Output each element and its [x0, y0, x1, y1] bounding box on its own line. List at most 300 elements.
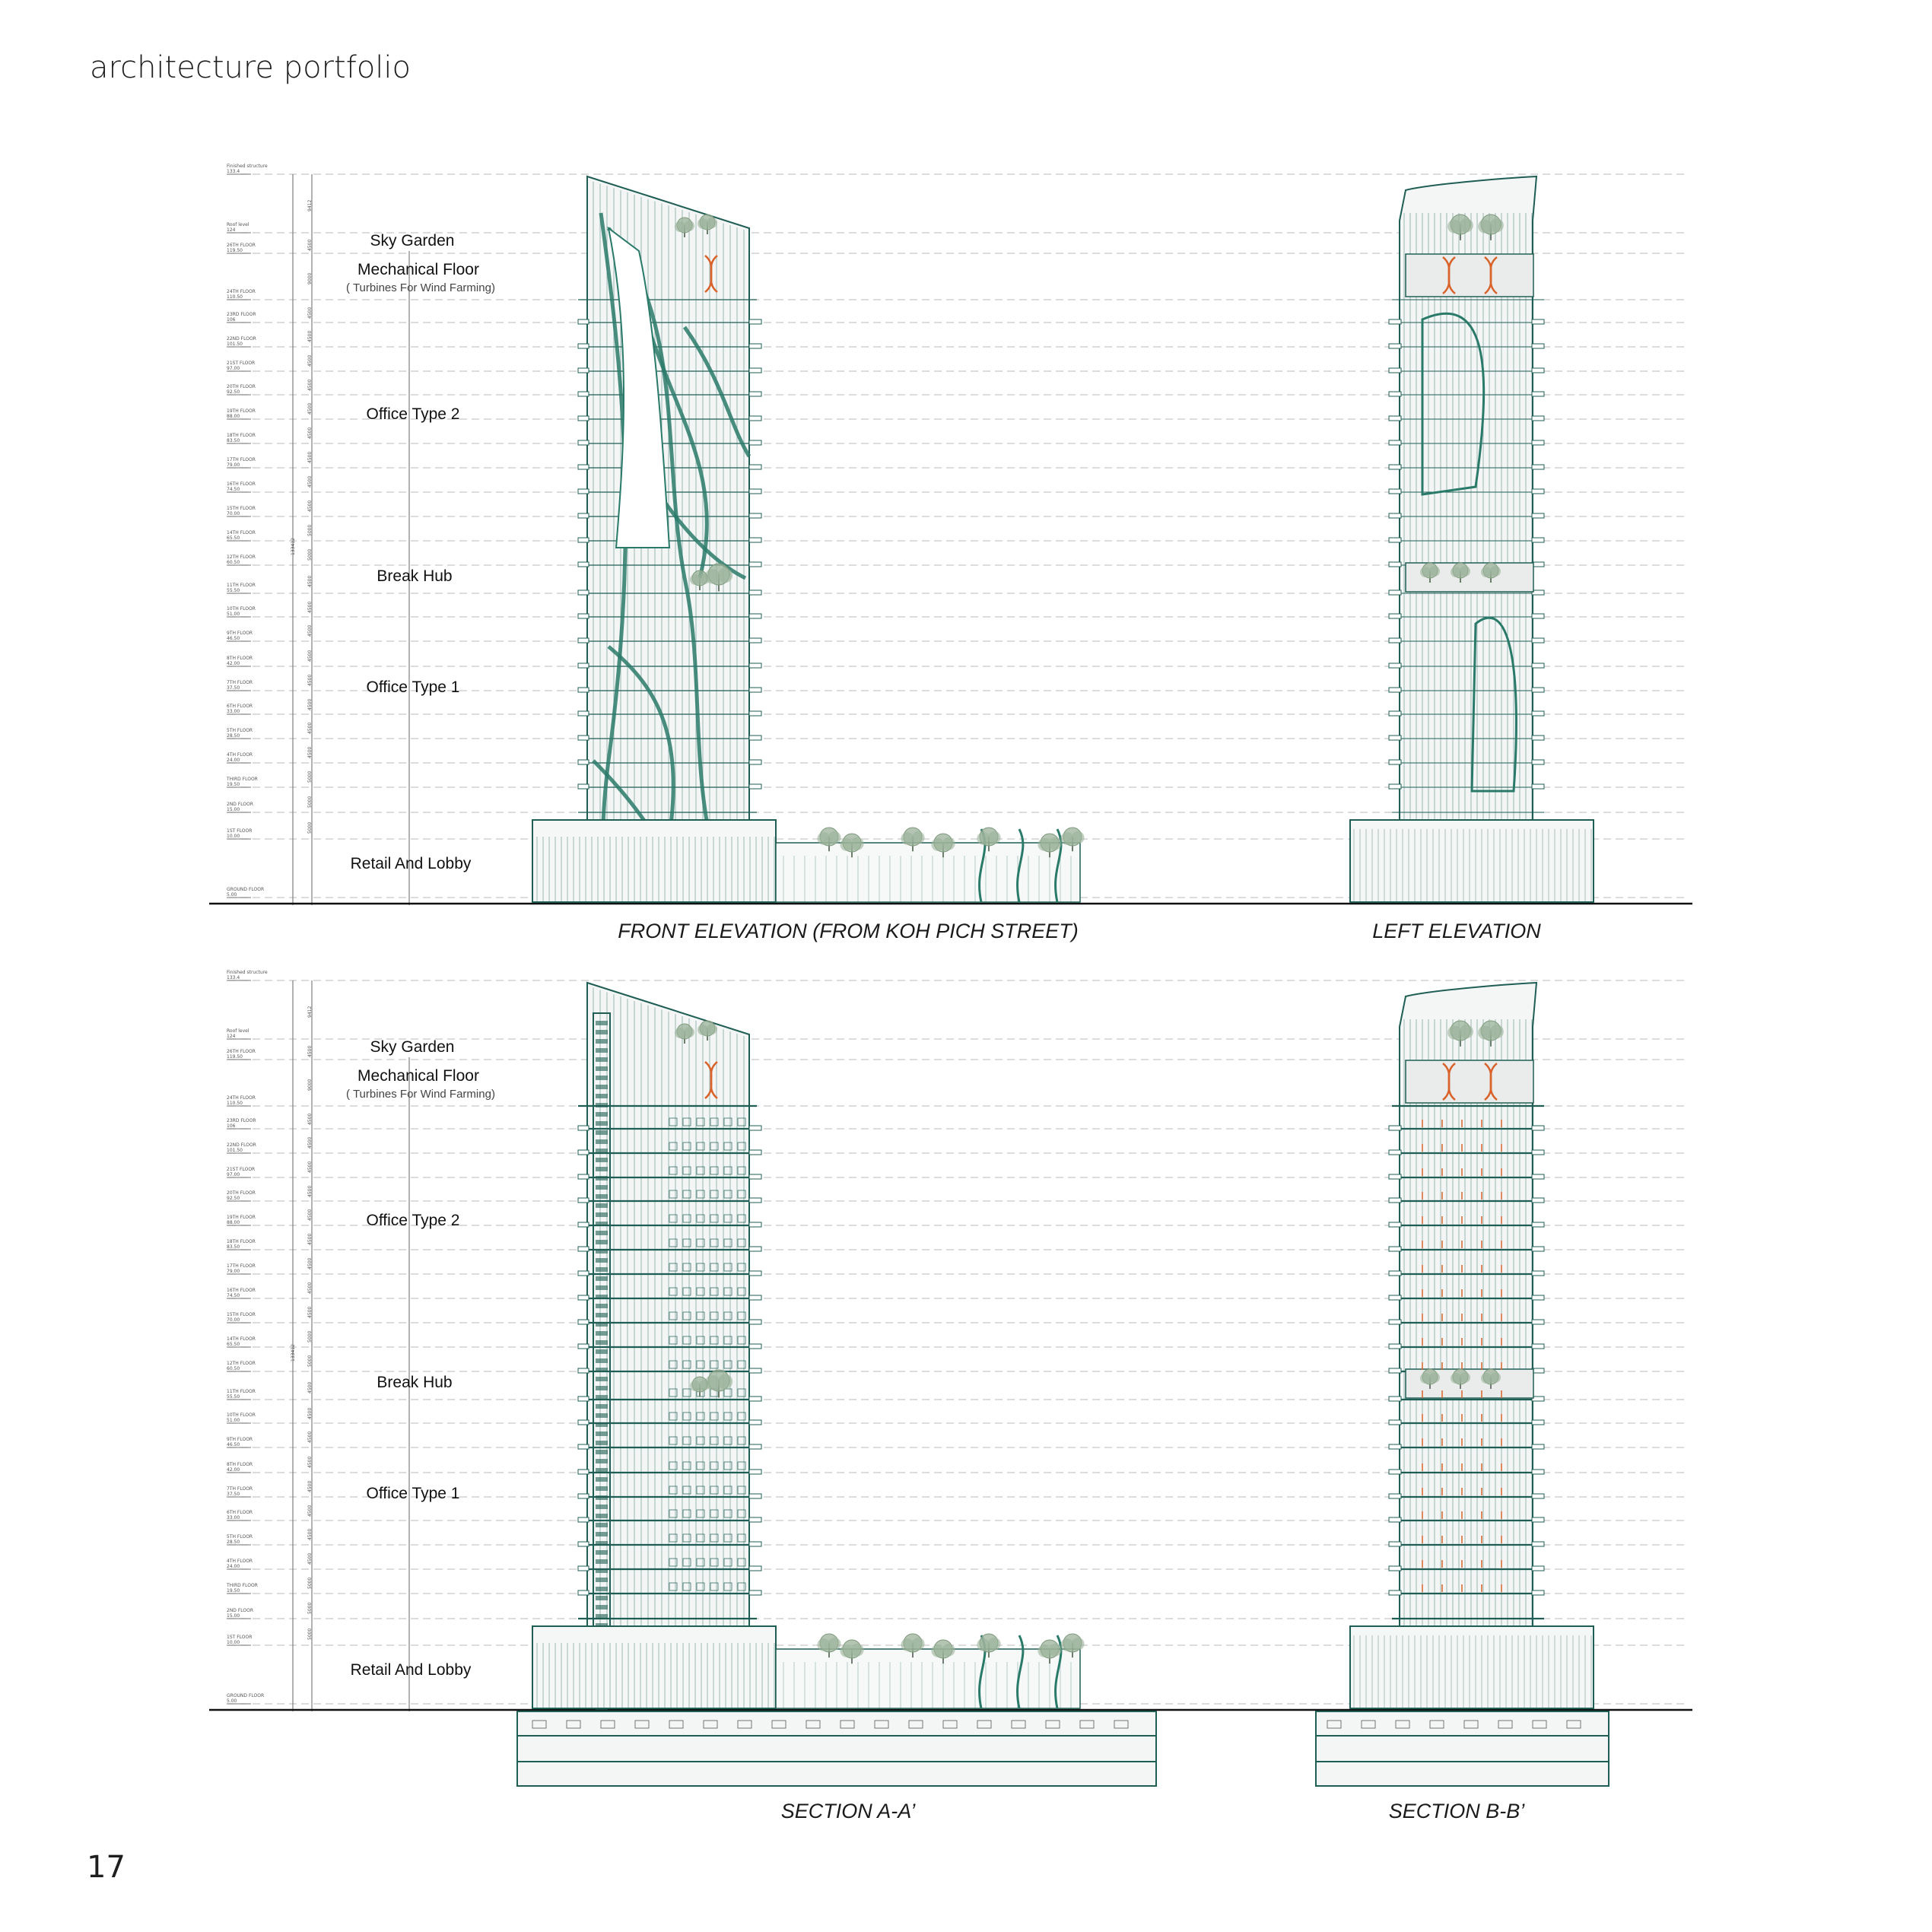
balcony-left — [578, 1420, 589, 1425]
balcony-left — [1389, 1174, 1401, 1179]
core-stair — [596, 1039, 608, 1044]
level-value: 24.00 — [227, 758, 240, 763]
level-label-top — [227, 680, 253, 691]
core-stair — [596, 1559, 608, 1564]
balcony-left — [578, 1320, 589, 1324]
dimension-bottom: 4500 — [307, 1185, 313, 1197]
retail-wing — [776, 1649, 1080, 1708]
core-stair — [596, 1267, 608, 1272]
level-name: 15TH FLOOR — [227, 506, 256, 511]
level-name: 10TH FLOOR — [227, 1412, 256, 1418]
level-label-top — [227, 164, 268, 174]
level-value: 92.50 — [227, 389, 240, 395]
balcony-left — [578, 1271, 589, 1276]
level-value: 97.00 — [227, 366, 240, 371]
balcony-left — [1389, 638, 1401, 643]
tree-canopy — [901, 1638, 914, 1651]
level-value: 70.00 — [227, 511, 240, 516]
balcony-left — [578, 489, 589, 494]
level-value: 106 — [227, 1123, 236, 1129]
level-name: 20TH FLOOR — [227, 1190, 256, 1196]
level-label-bottom — [227, 1312, 256, 1323]
balcony-right — [1532, 1320, 1544, 1324]
level-label-top — [227, 554, 256, 565]
level-label-top — [227, 243, 256, 253]
level-value: 15.00 — [227, 807, 240, 812]
core-stair — [596, 1030, 608, 1034]
dimension-bottom: 4500 — [307, 1113, 313, 1125]
podium-block — [532, 1626, 776, 1708]
balcony-left — [578, 513, 589, 518]
balcony-left — [578, 1444, 589, 1449]
core-stair — [596, 1468, 608, 1473]
core-stair — [596, 1486, 608, 1491]
level-name: 22ND FLOOR — [227, 336, 256, 342]
core-stair — [596, 1505, 608, 1509]
zone-office2-top: Office Type 2 — [366, 405, 460, 423]
balcony-left — [578, 392, 589, 396]
level-value: 42.00 — [227, 661, 240, 666]
balcony-right — [749, 489, 761, 494]
balcony-right — [1532, 760, 1544, 764]
core-stair — [596, 1240, 608, 1244]
balcony-left — [1389, 368, 1401, 373]
balcony-left — [578, 1470, 589, 1474]
level-name: 24TH FLOOR — [227, 289, 256, 294]
balcony-right — [1532, 1420, 1544, 1425]
level-label-top — [227, 728, 253, 739]
dimension-top: 4500 — [307, 427, 313, 439]
level-name: 4TH FLOOR — [227, 752, 253, 758]
dimension-bottom: 5000 — [307, 1628, 313, 1640]
podium-block — [1350, 820, 1594, 902]
level-label-bottom — [227, 1510, 253, 1520]
balcony-right — [749, 1397, 761, 1401]
balcony-right — [749, 1517, 761, 1522]
balcony-right — [749, 1368, 761, 1373]
balcony-right — [1532, 688, 1544, 692]
level-value: 74.50 — [227, 487, 240, 492]
level-label-bottom — [227, 1049, 256, 1060]
balcony-left — [1389, 1517, 1401, 1522]
dimension-bottom: 4500 — [307, 1456, 313, 1468]
balcony-left — [1389, 760, 1401, 764]
level-name: 17TH FLOOR — [227, 1263, 256, 1269]
level-name: Finished structure — [227, 164, 268, 169]
balcony-right — [1532, 1247, 1544, 1251]
dimension-bottom: 5000 — [307, 1355, 313, 1367]
core-stair — [596, 1185, 608, 1190]
level-value: 79.00 — [227, 462, 240, 468]
level-label-top — [227, 606, 256, 617]
balcony-right — [1532, 1174, 1544, 1179]
core-stair — [596, 1276, 608, 1281]
caption-left-elevation: LEFT ELEVATION — [1372, 920, 1541, 942]
level-name: 18TH FLOOR — [227, 433, 256, 438]
zone-mechanical-note-bottom: ( Turbines For Wind Farming) — [346, 1088, 495, 1101]
balcony-right — [749, 614, 761, 618]
tree-canopy — [828, 1638, 841, 1651]
level-name: 16TH FLOOR — [227, 1288, 256, 1293]
level-label-top — [227, 384, 256, 395]
tree-canopy — [817, 1638, 830, 1651]
balcony-right — [749, 1542, 761, 1546]
balcony-left — [578, 1126, 589, 1130]
dimension-bottom: 4500 — [307, 1233, 313, 1245]
balcony-left — [578, 440, 589, 445]
tree-canopy — [901, 832, 914, 845]
core-stair — [596, 1085, 608, 1089]
level-name: 10TH FLOOR — [227, 606, 256, 612]
balcony-right — [1532, 392, 1544, 396]
level-value: 15.00 — [227, 1613, 240, 1619]
level-label-top — [227, 752, 253, 763]
balcony-left — [1389, 1590, 1401, 1595]
dimension-bottom: 4500 — [307, 1282, 313, 1294]
level-value: 5.00 — [227, 1698, 237, 1704]
balcony-left — [1389, 1247, 1401, 1251]
tree-canopy — [942, 837, 955, 850]
zone-mechanical-bottom: Mechanical Floor — [357, 1067, 479, 1085]
level-value: 106 — [227, 317, 236, 323]
level-value: 110.50 — [227, 294, 243, 300]
level-label-top — [227, 583, 256, 593]
balcony-right — [749, 1590, 761, 1595]
level-name: 17TH FLOOR — [227, 457, 256, 462]
core-stair — [596, 1404, 608, 1409]
balcony-right — [1532, 736, 1544, 740]
balcony-left — [1389, 440, 1401, 445]
level-name: Roof level — [227, 222, 249, 227]
level-value: 60.50 — [227, 560, 240, 565]
core-stair — [596, 1149, 608, 1153]
balcony-left — [578, 344, 589, 348]
balcony-right — [749, 416, 761, 421]
level-label-top — [227, 433, 256, 443]
balcony-right — [749, 784, 761, 789]
level-name: Roof level — [227, 1028, 249, 1034]
core-stair — [596, 1368, 608, 1372]
balcony-right — [1532, 1222, 1544, 1227]
level-label-bottom — [227, 1263, 256, 1274]
level-label-bottom — [227, 1534, 253, 1545]
level-value: 83.50 — [227, 438, 240, 443]
zone-mechanical-note-top: ( Turbines For Wind Farming) — [346, 281, 495, 294]
dimension-top: 4500 — [307, 379, 313, 391]
balcony-right — [1532, 1590, 1544, 1595]
balcony-left — [1389, 465, 1401, 469]
balcony-left — [1389, 489, 1401, 494]
level-label-bottom — [227, 1028, 249, 1039]
level-value: 19.50 — [227, 782, 240, 787]
level-label-top — [227, 802, 253, 812]
balcony-right — [1532, 319, 1544, 324]
level-value: 55.50 — [227, 588, 240, 593]
level-label-top — [227, 887, 264, 898]
balcony-right — [749, 711, 761, 716]
balcony-left — [578, 736, 589, 740]
core-stair — [596, 1568, 608, 1573]
core-stair — [596, 1587, 608, 1591]
level-value: 119.50 — [227, 1054, 243, 1060]
dimension-bottom: 4500 — [307, 1136, 313, 1149]
level-value: 51.00 — [227, 1418, 240, 1423]
balcony-right — [1532, 1150, 1544, 1155]
level-name: 2ND FLOOR — [227, 802, 254, 807]
balcony-right — [749, 392, 761, 396]
balcony-left — [1389, 1150, 1401, 1155]
balcony-left — [578, 1494, 589, 1498]
balcony-right — [1532, 513, 1544, 518]
level-name: 19TH FLOOR — [227, 408, 256, 414]
balcony-right — [749, 1420, 761, 1425]
podium-block — [532, 820, 776, 902]
core-stair — [596, 1249, 608, 1254]
balcony-right — [749, 1174, 761, 1179]
balcony-left — [578, 1397, 589, 1401]
balcony-right — [749, 344, 761, 348]
core-stair — [596, 1578, 608, 1582]
dimension-bottom: 5000 — [307, 1577, 313, 1589]
level-label-bottom — [227, 1389, 256, 1400]
portfolio-header: architecture portfolio — [90, 50, 411, 85]
total-dimension-top: 133412 — [291, 538, 296, 555]
level-name: GROUND FLOOR — [227, 887, 265, 892]
level-value: 24.00 — [227, 1564, 240, 1569]
balcony-left — [1389, 513, 1401, 518]
level-label-top — [227, 457, 256, 468]
tree-canopy — [1420, 567, 1431, 577]
core-stair — [596, 1057, 608, 1062]
core-stair — [596, 1130, 608, 1135]
level-label-bottom — [227, 1608, 253, 1619]
core-stair — [596, 1386, 608, 1390]
level-label-top — [227, 656, 253, 666]
level-value: 124 — [227, 1034, 236, 1039]
core-stair — [596, 1313, 608, 1317]
level-name: 26TH FLOOR — [227, 243, 256, 248]
balcony-right — [1532, 614, 1544, 618]
tree-canopy — [840, 1644, 853, 1657]
balcony-right — [1532, 1470, 1544, 1474]
dimension-bottom: 4500 — [307, 1306, 313, 1318]
balcony-right — [1532, 440, 1544, 445]
dimension-top: 4500 — [307, 746, 313, 758]
tree-canopy — [699, 574, 710, 584]
balcony-left — [1389, 1344, 1401, 1349]
balcony-right — [1532, 1198, 1544, 1203]
balcony-left — [578, 1247, 589, 1251]
core-stair — [596, 1112, 608, 1117]
core-stair — [596, 1176, 608, 1180]
core-stair — [596, 1258, 608, 1263]
level-name: 12TH FLOOR — [227, 554, 256, 560]
tree-canopy — [988, 831, 1001, 844]
balcony-left — [578, 1198, 589, 1203]
dimension-top: 4500 — [307, 330, 313, 342]
tree-canopy — [1460, 218, 1473, 232]
dimension-top: 5000 — [307, 524, 313, 536]
level-name: Finished structure — [227, 970, 268, 975]
tree-canopy — [1490, 218, 1504, 232]
level-label-bottom — [227, 1167, 255, 1177]
balcony-right — [1532, 784, 1544, 789]
balcony-right — [749, 1444, 761, 1449]
level-label-top — [227, 704, 253, 714]
core-stair — [596, 1222, 608, 1226]
tree-canopy — [1420, 1373, 1431, 1384]
balcony-right — [749, 562, 761, 567]
tree-canopy — [1447, 1026, 1461, 1040]
balcony-right — [1532, 416, 1544, 421]
balcony-right — [1532, 368, 1544, 373]
level-name: 9TH FLOOR — [227, 631, 253, 636]
core-stair — [596, 1523, 608, 1527]
dimension-top: 5000 — [307, 771, 313, 783]
tree-canopy — [1490, 1025, 1504, 1038]
tree-canopy — [1451, 567, 1461, 577]
balcony-right — [749, 513, 761, 518]
zone-break-hub-top: Break Hub — [377, 567, 453, 585]
tree-canopy — [718, 1374, 733, 1390]
level-label-bottom — [227, 1239, 256, 1250]
level-value: 133.4 — [227, 169, 240, 174]
balcony-right — [749, 688, 761, 692]
dimension-bottom: 4500 — [307, 1161, 313, 1173]
balcony-left — [1389, 319, 1401, 324]
level-label-bottom — [227, 1336, 256, 1347]
level-name: 5TH FLOOR — [227, 1534, 253, 1540]
zone-office1-bottom: Office Type 1 — [366, 1485, 460, 1502]
dimension-bottom: 4500 — [307, 1528, 313, 1540]
level-name: 26TH FLOOR — [227, 1049, 256, 1054]
balcony-left — [1389, 1126, 1401, 1130]
balcony-left — [578, 1150, 589, 1155]
tree-canopy — [697, 218, 708, 229]
level-value: 42.00 — [227, 1467, 240, 1473]
tree-canopy — [851, 837, 864, 850]
core-stair — [596, 1432, 608, 1436]
tree-canopy — [1460, 1372, 1470, 1383]
level-value: 133.4 — [227, 975, 240, 980]
level-label-bottom — [227, 1361, 256, 1371]
balcony-left — [1389, 590, 1401, 595]
dimension-bottom: 4500 — [307, 1045, 313, 1057]
core-stair — [596, 1076, 608, 1080]
level-value: 110.50 — [227, 1101, 243, 1106]
dimension-top: 4500 — [307, 307, 313, 319]
level-value: 46.50 — [227, 636, 240, 641]
tree-canopy — [1481, 1373, 1492, 1384]
balcony-left — [578, 1566, 589, 1571]
mechanical-floor — [1406, 254, 1533, 297]
balcony-right — [1532, 1494, 1544, 1498]
dimension-top: 4500 — [307, 354, 313, 367]
balcony-right — [1532, 663, 1544, 668]
balcony-left — [1389, 1271, 1401, 1276]
balcony-left — [578, 688, 589, 692]
dimension-top: 9412 — [307, 199, 313, 211]
balcony-right — [749, 736, 761, 740]
balcony-left — [578, 1542, 589, 1546]
level-name: 19TH FLOOR — [227, 1215, 256, 1220]
dimension-top: 5000 — [307, 548, 313, 561]
balcony-left — [578, 1295, 589, 1300]
balcony-right — [749, 638, 761, 643]
level-label-bottom — [227, 970, 268, 980]
balcony-right — [1532, 1271, 1544, 1276]
core-stair — [596, 1459, 608, 1463]
tree-canopy — [1447, 220, 1461, 234]
front-elevation-tower — [532, 176, 1080, 902]
podium-block — [1350, 1626, 1594, 1708]
balcony-left — [1389, 344, 1401, 348]
level-value: 60.50 — [227, 1366, 240, 1371]
balcony-left — [1389, 784, 1401, 789]
level-name: 15TH FLOOR — [227, 1312, 256, 1317]
tree-canopy — [675, 1028, 685, 1038]
caption-section-b: SECTION B-B’ — [1388, 1800, 1525, 1822]
zone-sky-garden-bottom: Sky Garden — [370, 1038, 455, 1056]
balcony-left — [1389, 614, 1401, 618]
level-name: 1ST FLOOR — [227, 828, 253, 834]
tree-canopy — [1060, 832, 1073, 845]
level-name: 8TH FLOOR — [227, 656, 253, 661]
balcony-left — [1389, 663, 1401, 668]
level-name: 21ST FLOOR — [227, 361, 256, 366]
core-stair — [596, 1541, 608, 1546]
core-stair — [596, 1441, 608, 1445]
balcony-left — [1389, 1320, 1401, 1324]
balcony-right — [1532, 638, 1544, 643]
balcony-right — [749, 440, 761, 445]
tree-canopy — [1490, 566, 1501, 577]
balcony-left — [1389, 1368, 1401, 1373]
level-value: 83.50 — [227, 1244, 240, 1250]
level-value: 97.00 — [227, 1172, 240, 1177]
balcony-right — [749, 1320, 761, 1324]
zone-mechanical-top: Mechanical Floor — [357, 261, 479, 278]
level-label-bottom — [227, 1462, 253, 1473]
balcony-left — [578, 1517, 589, 1522]
level-name: 16TH FLOOR — [227, 481, 256, 487]
level-value: 70.00 — [227, 1317, 240, 1323]
balcony-left — [578, 465, 589, 469]
balcony-left — [578, 1222, 589, 1227]
balcony-left — [1389, 562, 1401, 567]
caption-front-elevation: FRONT ELEVATION (FROM KOH PICH STREET) — [618, 920, 1079, 942]
tree-canopy — [684, 1027, 694, 1037]
dimension-top: 4500 — [307, 722, 313, 734]
tree-canopy — [1037, 838, 1050, 851]
dimension-bottom: 4500 — [307, 1552, 313, 1565]
core-stair — [596, 1121, 608, 1126]
level-label-bottom — [227, 1486, 253, 1497]
core-stair — [596, 1605, 608, 1609]
dimension-bottom: 4500 — [307, 1480, 313, 1492]
level-label-bottom — [227, 1215, 256, 1225]
balcony-right — [749, 465, 761, 469]
core-stair — [596, 1495, 608, 1500]
core-stair — [596, 1413, 608, 1418]
core-stair — [596, 1139, 608, 1144]
tree-canopy — [707, 1024, 717, 1034]
balcony-right — [749, 1494, 761, 1498]
level-value: 124 — [227, 227, 236, 233]
balcony-left — [578, 1344, 589, 1349]
level-value: 19.50 — [227, 1588, 240, 1594]
level-label-bottom — [227, 1288, 256, 1298]
